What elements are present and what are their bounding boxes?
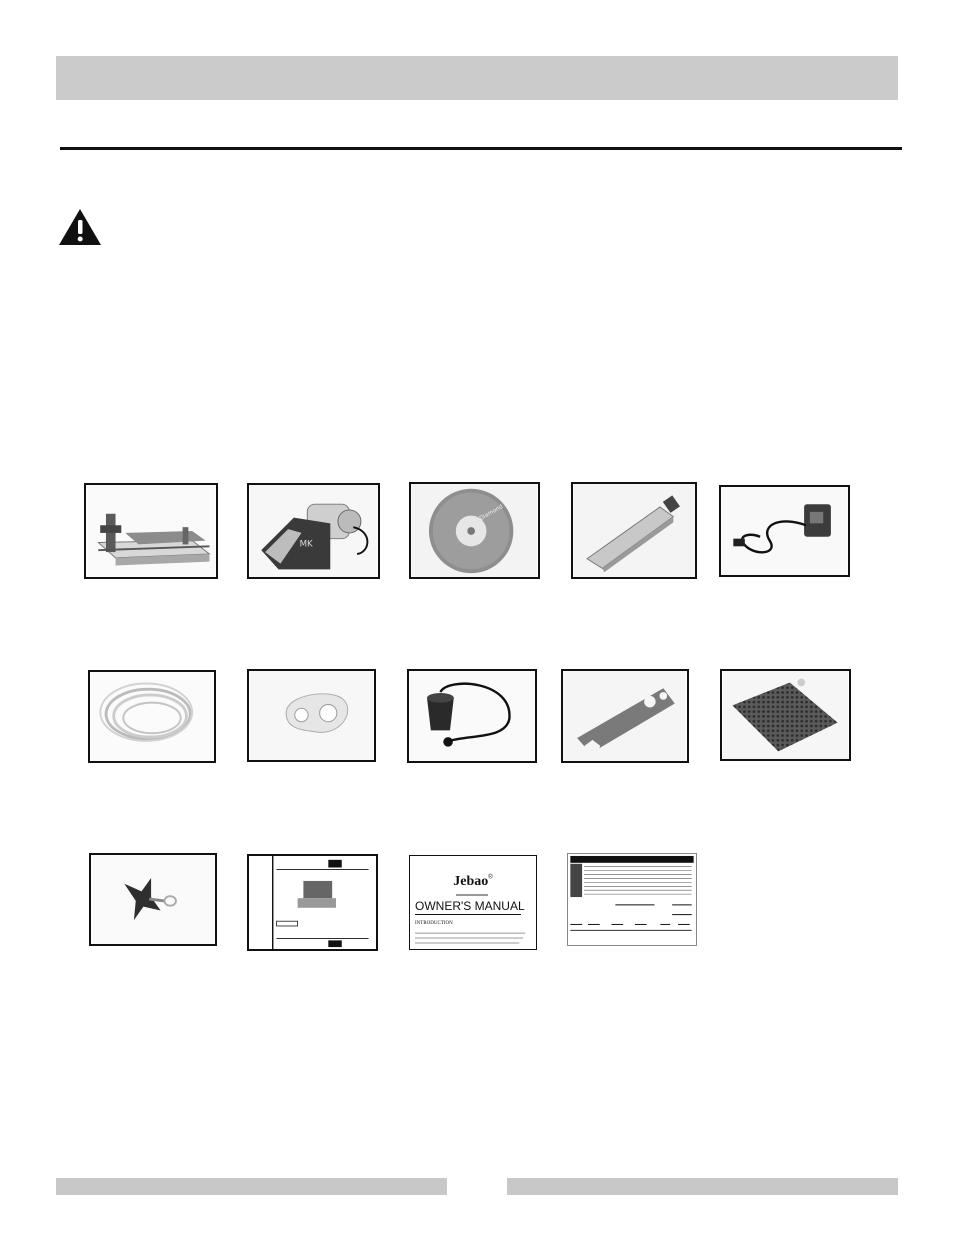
manual-brand-mark: ® bbox=[488, 874, 493, 881]
warning-triangle-icon bbox=[58, 208, 102, 246]
motor-assembly-image bbox=[247, 483, 380, 579]
manual-section-heading: INTRODUCTION bbox=[415, 921, 453, 926]
footer-bar-left bbox=[56, 1178, 447, 1195]
parts-list-sheet-image bbox=[567, 853, 697, 946]
section-divider bbox=[60, 147, 902, 150]
blade-guard-image bbox=[571, 482, 697, 579]
manual-text-lines bbox=[415, 930, 533, 950]
manual-title-underline bbox=[415, 914, 521, 915]
water-tubing-image bbox=[88, 670, 216, 763]
svg-text:Diamond: Diamond bbox=[478, 503, 505, 523]
diamond-blade-image bbox=[409, 482, 540, 579]
manual-brand: Jebao bbox=[453, 874, 489, 889]
footer-bar-right bbox=[507, 1178, 898, 1195]
manual-model-line bbox=[456, 894, 488, 896]
blade-wrench-image bbox=[561, 669, 689, 763]
manual-title: OWNER'S MANUAL bbox=[415, 899, 525, 913]
svg-text:MK: MK bbox=[299, 539, 313, 550]
saw-owners-manual-image bbox=[247, 854, 378, 951]
saw-frame-image bbox=[84, 483, 218, 579]
pump-mat-image bbox=[720, 669, 851, 761]
pump-clip-image bbox=[247, 669, 376, 762]
drain-plug-image bbox=[407, 669, 537, 763]
water-pump-image bbox=[719, 485, 850, 577]
lock-knob-image bbox=[89, 853, 217, 946]
header-bar bbox=[56, 56, 898, 100]
pump-owners-manual-image bbox=[409, 855, 537, 950]
